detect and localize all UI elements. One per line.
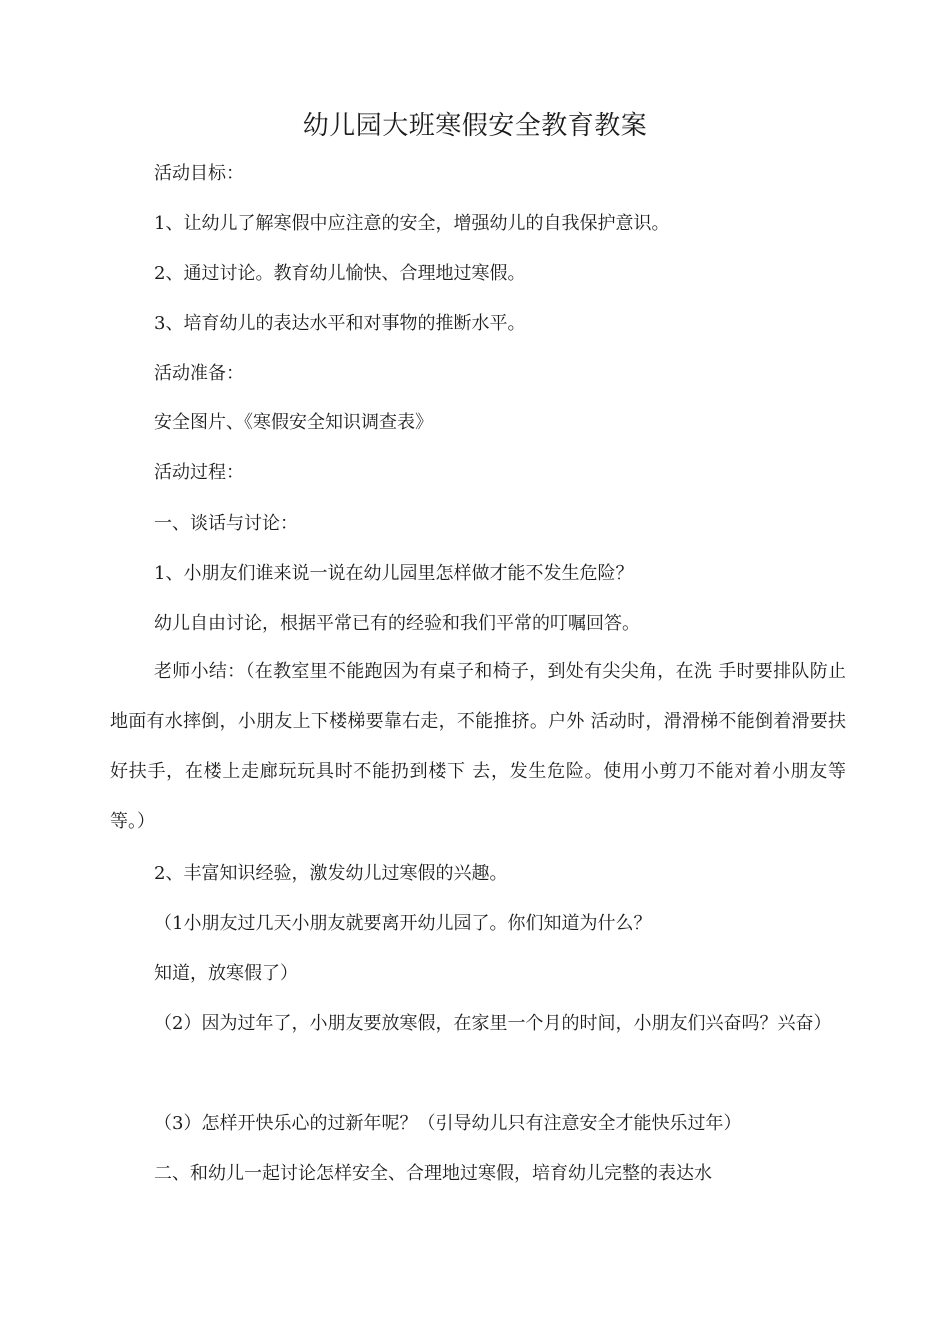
paragraph-preparation-heading: 活动准备： [154,363,244,384]
paragraph-question-1: 1、小朋友们谁来说一说在幼儿园里怎样做才能不发生危险？ [154,563,634,584]
paragraph-goal-1: 1、让幼儿了解寒假中应注意的安全，增强幼儿的自我保护意识。 [154,213,670,234]
paragraph-section-1-heading: 一、谈话与讨论： [154,513,298,534]
paragraph-goal-2: 2、通过讨论。教育幼儿愉快、合理地过寒假。 [154,263,526,284]
document-title: 幼儿园大班寒假安全教育教案 [302,111,648,141]
paragraph-question-sub-2: （2）因为过年了，小朋友要放寒假，在家里一个月的时间，小朋友们兴奋吗？兴奋） [154,1013,832,1034]
paragraph-process-heading: 活动过程： [154,462,244,483]
paragraph-goal-3: 3、培育幼儿的表达水平和对事物的推断水平。 [154,313,526,334]
paragraph-teacher-summary: 老师小结：（在教室里不能跑因为有桌子和椅子，到处有尖尖角，在洗 手时要排队防止地面有水摔倒，小朋友上下楼梯要靠右走，不能推挤。户外 活动时，滑滑梯不能倒着滑要扶好扶手，在楼上走廊玩玩具时不能扔到楼下 去，发生危险。使用小剪刀不能对着小朋友等等。） [110,661,846,832]
paragraph-free-discussion: 幼儿自由讨论，根据平常已有的经验和我们平常的叮嘱回答。 [154,613,640,634]
paragraph-section-2-heading: 二、和幼儿一起讨论怎样安全、合理地过寒假，培育幼儿完整的表达水 [154,1163,712,1184]
paragraph-question-sub-3: （3）怎样开快乐心的过新年呢？（引导幼儿只有注意安全才能快乐过年） [154,1113,742,1134]
paragraph-preparation-materials: 安全图片、《寒假安全知识调查表》 [154,412,433,433]
paragraph-question-sub-1: （1小朋友过几天小朋友就要离开幼儿园了。你们知道为什么？ [154,913,652,934]
paragraph-answer-sub-1: 知道，放寒假了） [154,963,298,984]
paragraph-activity-goals-heading: 活动目标： [154,163,244,184]
paragraph-item-2: 2、丰富知识经验，激发幼儿过寒假的兴趣。 [154,863,508,884]
